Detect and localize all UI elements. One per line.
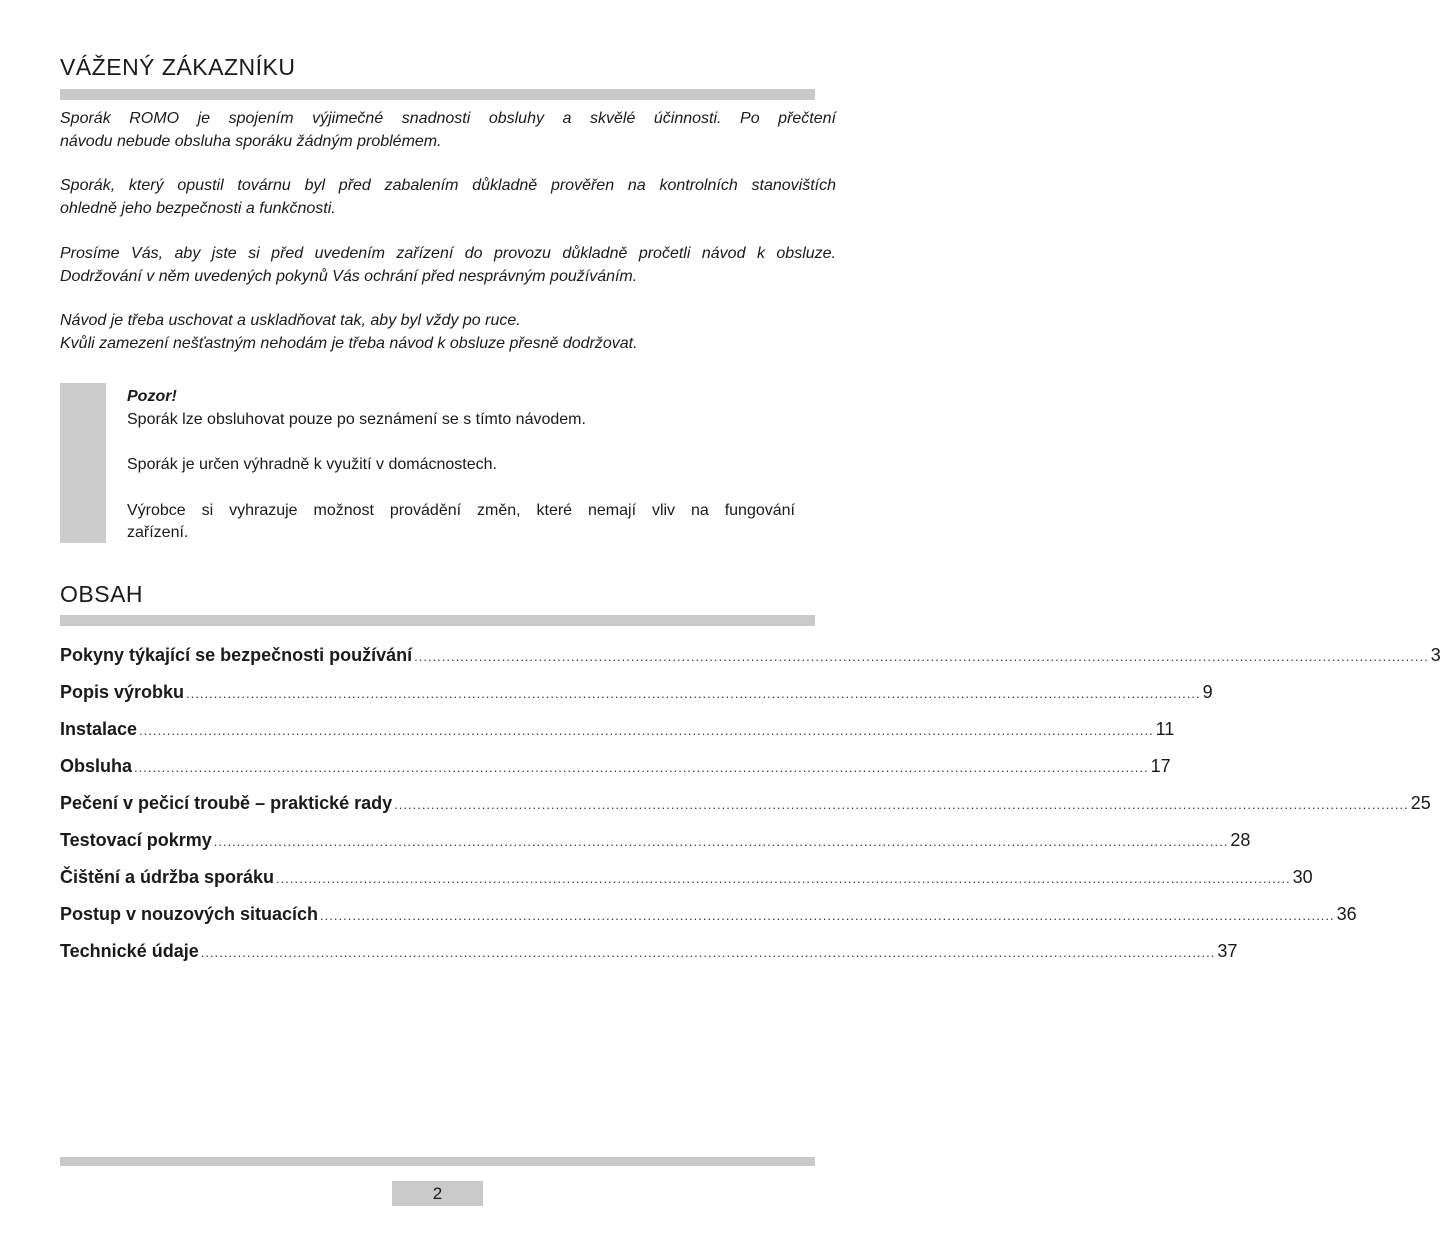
text-line: Kvůli zamezení nešťastným nehodám je třeba návod k obsluze přesně dodržovat. xyxy=(60,334,638,352)
toc-leader-dots: ............................................................................................................................................................................................................................ xyxy=(134,760,1149,775)
notice-line: Sporák lze obsluhovat pouze po seznámení se s tímto návodem. xyxy=(127,410,586,428)
toc-page-number: 30 xyxy=(1292,867,1313,887)
contents-title: OBSAH xyxy=(60,581,144,607)
toc-entry-safety[interactable] xyxy=(60,645,1441,682)
toc-entry-title: Obsluha xyxy=(60,756,133,776)
toc-page-number: 3 xyxy=(1430,645,1441,665)
text-line: návodu nebude obsluha sporáku žádným problémem. xyxy=(60,132,442,150)
page-number: 2 xyxy=(392,1181,483,1206)
toc-entry-title: Pečení v pečicí troubě – praktické rady xyxy=(60,793,393,813)
toc-entry-baking[interactable] xyxy=(60,793,1431,830)
text-line: Sporák ROMO je spojením výjimečné snadnosti obsluhy a skvělé účinnosti. Po přečtení xyxy=(60,110,836,127)
toc-entry-title: Testovací pokrmy xyxy=(60,830,212,850)
toc-leader-dots: ............................................................................................................................................................................................................................ xyxy=(200,945,1216,960)
toc-entry-test-dishes[interactable] xyxy=(60,830,1251,867)
text-line: Návod je třeba uschovat a uskladňovat tak, aby byl vždy po ruce. xyxy=(60,312,521,329)
toc-entry-title: Instalace xyxy=(60,719,138,739)
page-title: VÁŽENÝ ZÁKAZNÍKU xyxy=(60,54,296,80)
toc-entry-installation[interactable] xyxy=(60,719,1175,756)
text-line: Prosíme Vás, aby jste si před uvedením zařízení do provozu důkladně pročetli návod k obsluze. xyxy=(60,245,836,262)
text-line: Dodržování v něm uvedených pokynů Vás ochrání před nesprávným používáním. xyxy=(60,267,638,285)
toc-page-number: 9 xyxy=(1202,682,1213,702)
intro-paragraph-2 xyxy=(60,175,836,220)
toc-page-number: 37 xyxy=(1217,941,1238,961)
toc-leader-dots: ............................................................................................................................................................................................................................ xyxy=(394,797,1409,812)
notice-line: Výrobce si vyhrazuje možnost provádění změn, které nemají vliv na fungování xyxy=(127,501,795,519)
notice-side-bar xyxy=(60,383,106,543)
footer-rule xyxy=(60,1157,815,1166)
notice-box xyxy=(127,386,795,545)
toc-entry-title: Postup v nouzových situacích xyxy=(60,904,319,924)
toc-entry-description[interactable] xyxy=(60,682,1213,719)
toc-leader-dots: ............................................................................................................................................................................................................................ xyxy=(320,908,1335,923)
toc-entry-operation[interactable] xyxy=(60,756,1171,793)
toc-entry-title: Čištění a údržba sporáku xyxy=(60,867,275,887)
toc-page-number: 28 xyxy=(1230,830,1251,850)
text-line: ohledně jeho bezpečnosti a funkčnosti. xyxy=(60,199,336,217)
intro-paragraph-4 xyxy=(60,310,836,355)
toc-entry-title: Pokyny týkající se bezpečnosti používání xyxy=(60,645,413,665)
contents-rule xyxy=(60,615,815,626)
notice-title: Pozor! xyxy=(127,388,177,405)
toc-entry-title: Technické údaje xyxy=(60,941,199,961)
toc-leader-dots: ............................................................................................................................................................................................................................ xyxy=(186,686,1201,701)
toc-leader-dots: ............................................................................................................................................................................................................................ xyxy=(414,649,1429,664)
toc-entry-technical-data[interactable] xyxy=(60,941,1238,978)
toc-page-number: 36 xyxy=(1336,904,1357,924)
toc-leader-dots: ............................................................................................................................................................................................................................ xyxy=(213,834,1229,849)
text-line: Sporák, který opustil továrnu byl před zabalením důkladně prověřen na kontrolních stanovištích xyxy=(60,177,836,194)
toc-leader-dots: ............................................................................................................................................................................................................................ xyxy=(139,723,1154,738)
toc-entry-cleaning[interactable] xyxy=(60,867,1313,904)
table-of-contents xyxy=(60,645,1441,978)
toc-page-number: 11 xyxy=(1155,719,1175,739)
notice-line: Sporák je určen výhradně k využití v domácnostech. xyxy=(127,456,497,473)
toc-entry-title: Popis výrobku xyxy=(60,682,185,702)
title-rule xyxy=(60,89,815,100)
intro-paragraph-1 xyxy=(60,108,836,153)
intro-paragraph-3 xyxy=(60,243,836,288)
toc-entry-emergency[interactable] xyxy=(60,904,1357,941)
toc-page-number: 17 xyxy=(1150,756,1171,776)
toc-leader-dots: ............................................................................................................................................................................................................................ xyxy=(276,871,1291,886)
notice-line: zařízení. xyxy=(127,524,189,541)
toc-page-number: 25 xyxy=(1410,793,1431,813)
